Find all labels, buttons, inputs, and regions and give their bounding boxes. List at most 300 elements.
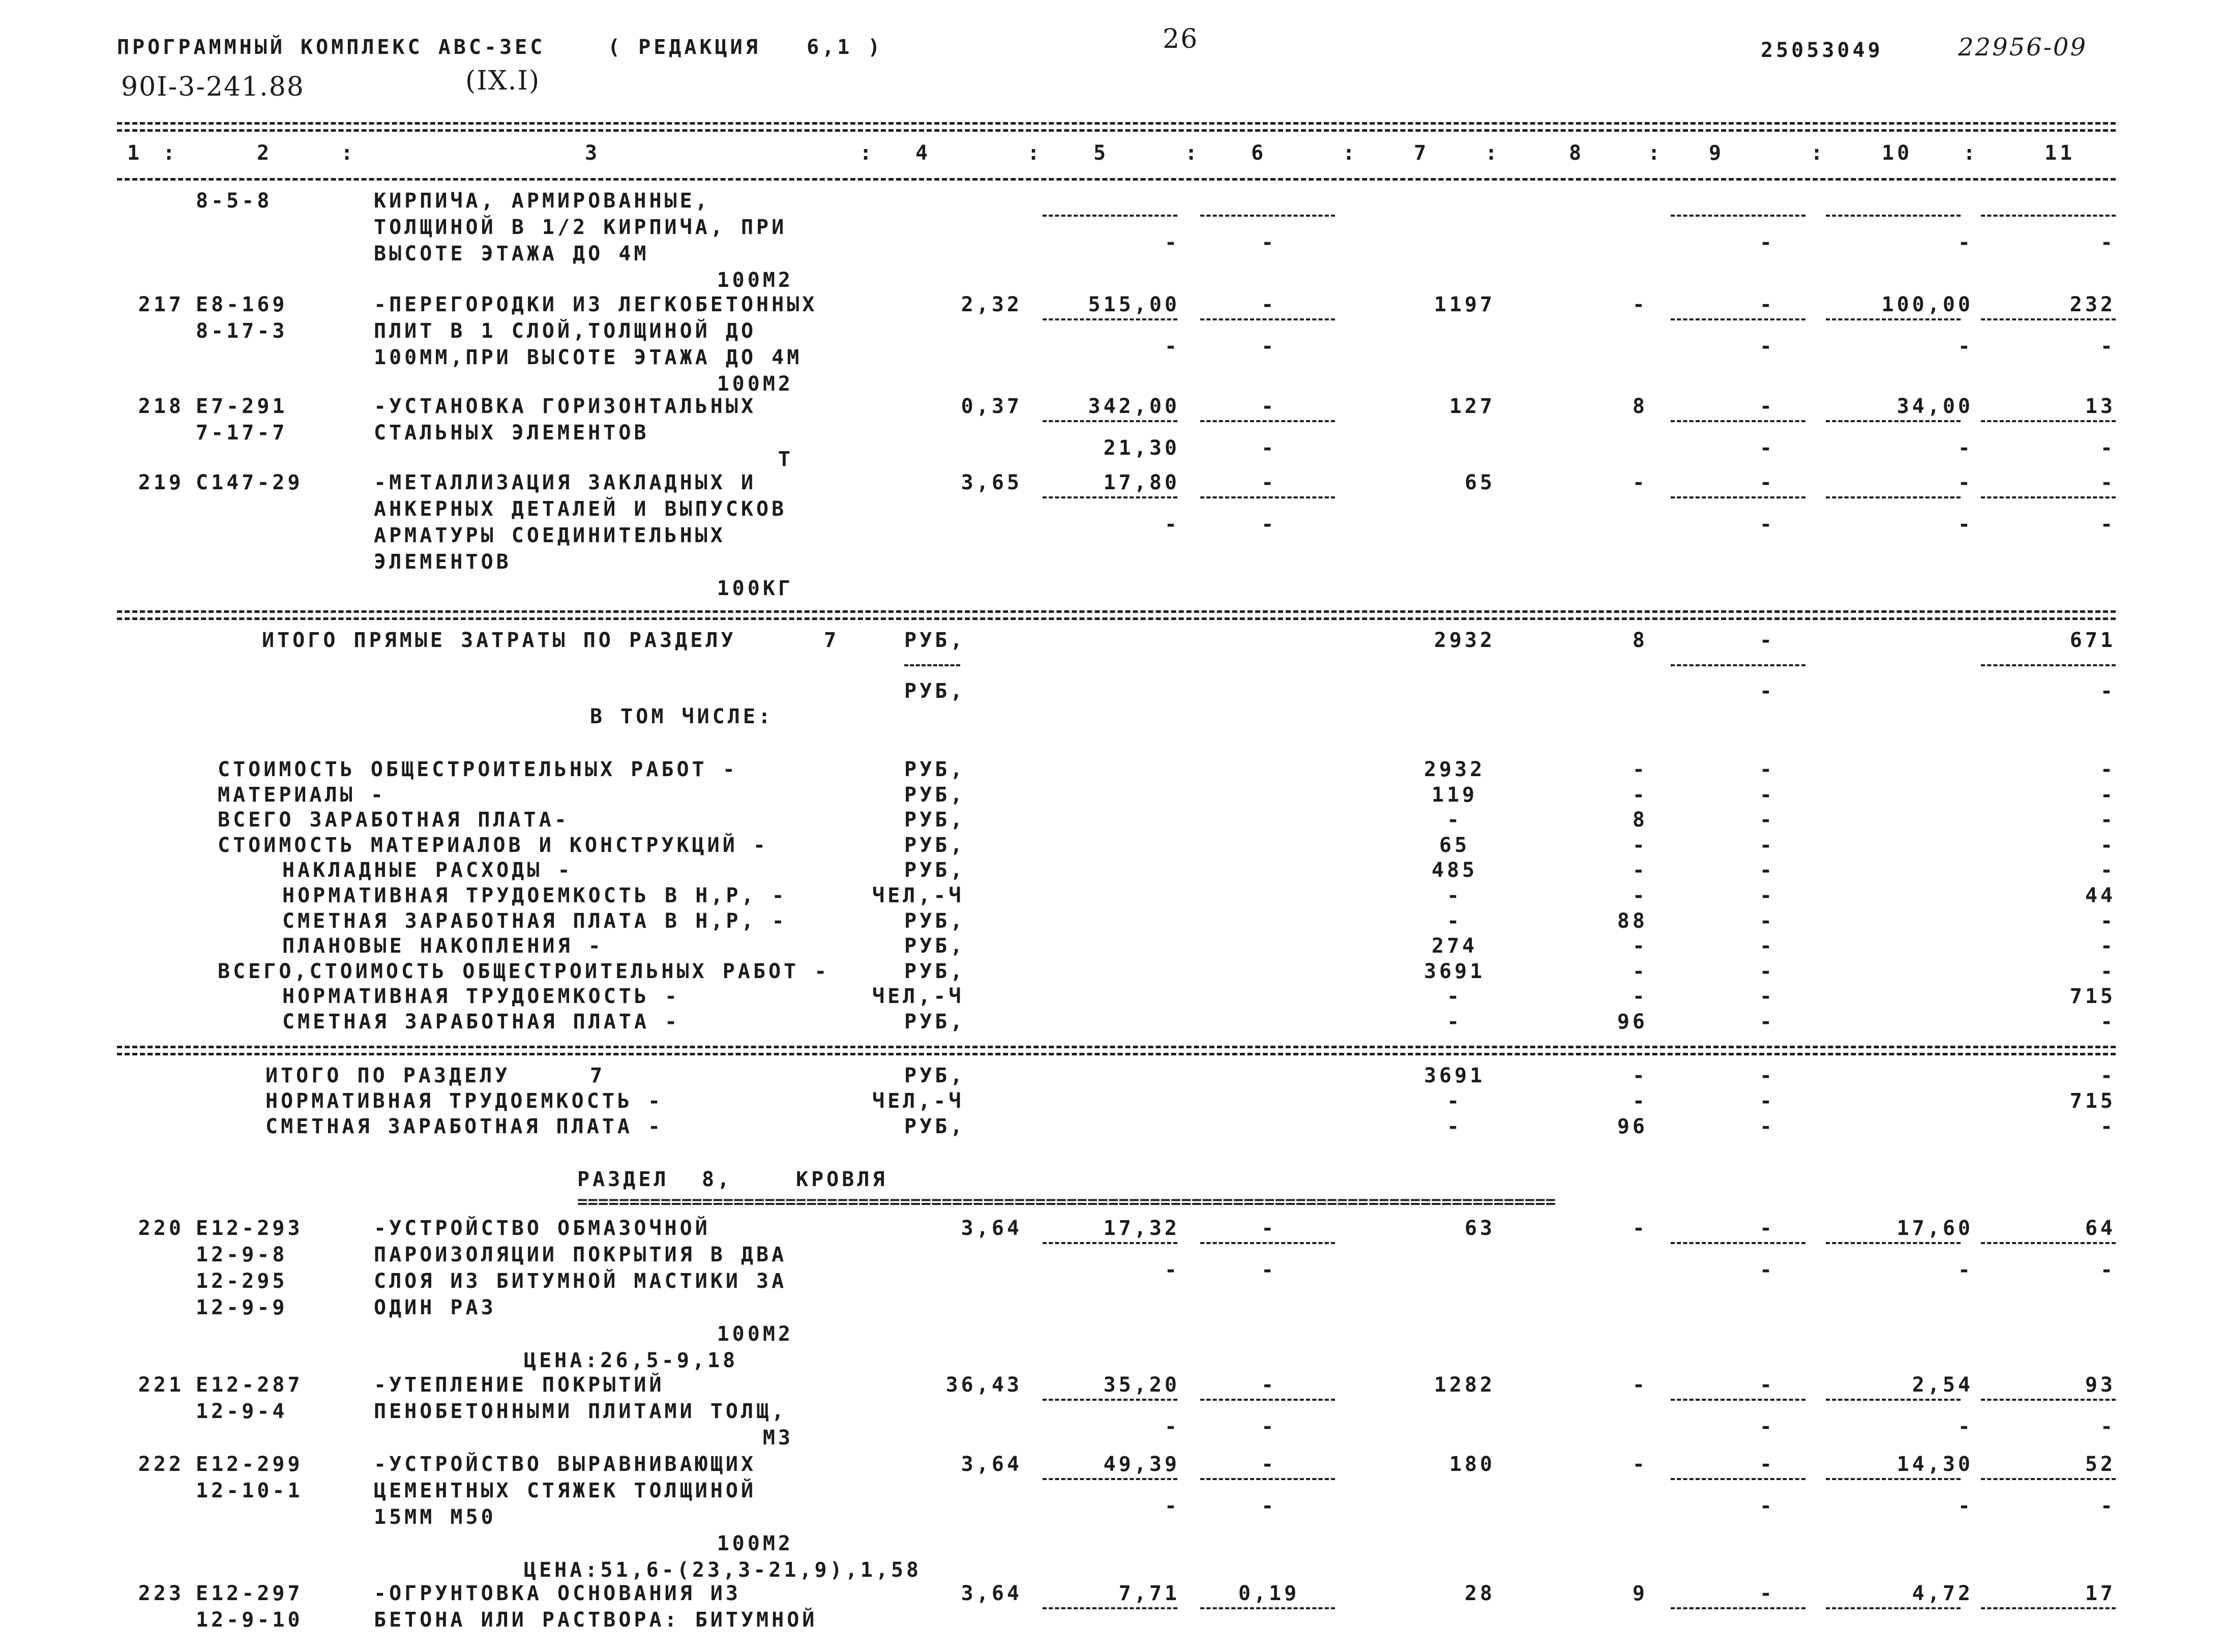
cell-c10b: - [1958, 1258, 1973, 1282]
total-label: СМЕТНАЯ ЗАРАБОТНАЯ ПЛАТА - [265, 1115, 664, 1138]
item-description-line: -УСТАНОВКА ГОРИЗОНТАЛЬНЫХ [374, 395, 757, 418]
column-number: 3 [585, 141, 601, 165]
summary-unit: РУБ, [904, 1010, 966, 1034]
summary-label: ВСЕГО,СТОИМОСТЬ ОБЩЕСТРОИТЕЛЬНЫХ РАБОТ - [218, 959, 830, 983]
cell-c4: 36,43 [945, 1373, 1022, 1397]
cell-c5b: 21,30 [1103, 436, 1180, 460]
cell-rule-c10 [1826, 1607, 1961, 1609]
total-label: НОРМАТИВНАЯ ТРУДОЕМКОСТЬ - [265, 1089, 664, 1113]
item-description-line: ЦЕМЕНТНЫХ СТЯЖЕК ТОЛЩИНОЙ [374, 1479, 757, 1502]
cell-rule-c9 [1671, 1478, 1805, 1480]
cell-c5: 342,00 [1088, 395, 1180, 418]
cell-c6: - [1261, 471, 1277, 494]
summary-unit: ЧЕЛ,-Ч [872, 884, 964, 907]
total-section: 7 [590, 1064, 606, 1087]
cell-c5b: - [1164, 1258, 1180, 1282]
summary-c11: - [2100, 1010, 2116, 1034]
cell-c9b: - [1759, 1494, 1775, 1518]
total-c11: - [2100, 1064, 2116, 1087]
cell-rule-c11 [1981, 318, 2116, 320]
cell-c7: 1282 [1434, 1373, 1495, 1397]
cell-c10b: - [1958, 1415, 1973, 1438]
summary-c9: - [1759, 783, 1775, 807]
cell-c9b: - [1759, 436, 1775, 460]
cell-c9b: - [1759, 231, 1775, 254]
subtotal-unit-rule [904, 664, 960, 666]
summary-c8: - [1632, 783, 1648, 807]
total-unit: РУБ, [904, 1115, 966, 1138]
item-price-note: ЦЕНА:26,5-9,18 [524, 1349, 738, 1372]
cell-c9: - [1759, 471, 1775, 494]
document-number: 22956-09 [1958, 33, 2087, 62]
summary-c9: - [1759, 934, 1775, 958]
cell-rule-c10 [1826, 318, 1961, 320]
cell-rule-c10 [1826, 215, 1961, 217]
cell-c4: 3,64 [961, 1217, 1022, 1240]
cell-c5: 49,39 [1103, 1453, 1180, 1476]
summary-c7: 65 [1439, 833, 1470, 857]
item-description-line: -УСТРОЙСТВО ВЫРАВНИВАЮЩИХ [374, 1453, 757, 1476]
cell-c11: - [2100, 471, 2116, 494]
item-unit: М3 [762, 1426, 793, 1450]
cell-c8: 8 [1632, 395, 1648, 418]
header-top-rule [117, 122, 2116, 125]
summary-label: МАТЕРИАЛЫ - [218, 783, 386, 807]
summary-c11: - [2100, 859, 2116, 882]
subtotal-unit: РУБ, [904, 629, 966, 652]
item-code: 7-17-7 [196, 421, 288, 445]
cell-rule-c5 [1043, 1399, 1177, 1401]
item-number: 220 [138, 1217, 184, 1240]
cell-c7: 28 [1464, 1582, 1495, 1605]
summary-c8: - [1632, 833, 1648, 857]
cell-rule-c11 [1981, 1242, 2116, 1244]
cell-c5b: - [1164, 513, 1180, 536]
item-code: Е12-297 [196, 1582, 303, 1605]
cell-c6: - [1261, 395, 1277, 418]
cell-c11b: - [2100, 1415, 2116, 1438]
item-number: 223 [138, 1582, 184, 1605]
summary-c8: - [1632, 859, 1648, 882]
cell-rule-c11 [1981, 1607, 2116, 1609]
cell-c11: 232 [2069, 293, 2116, 316]
cell-rule-c9 [1671, 1242, 1805, 1244]
total-rule-2 [117, 1053, 2116, 1055]
summary-unit: РУБ, [904, 833, 966, 857]
cell-c8: - [1632, 1217, 1648, 1240]
cell-c6: - [1261, 1453, 1277, 1476]
summary-c8: 8 [1632, 808, 1648, 832]
cell-c6: 0,19 [1238, 1582, 1300, 1605]
cell-c4: 3,65 [961, 471, 1022, 494]
item-unit: 100М2 [717, 1532, 793, 1555]
cell-c9b: - [1759, 1415, 1775, 1438]
item-description-line: ПАРОИЗОЛЯЦИИ ПОКРЫТИЯ В ДВА [374, 1243, 787, 1266]
cell-c9: - [1759, 1453, 1775, 1476]
including-label: В ТОМ ЧИСЛЕ: [590, 705, 774, 728]
cell-c7: 65 [1464, 471, 1495, 494]
item-description-line: ОДИН РАЗ [374, 1296, 496, 1319]
cell-rule-c10 [1826, 1478, 1961, 1480]
cell-rule-c9 [1671, 318, 1805, 320]
revision-label: ( РЕДАКЦИЯ 6,1 ) [608, 36, 883, 59]
item-description-line: -УСТРОЙСТВО ОБМАЗОЧНОЙ [374, 1217, 710, 1240]
cell-rule-c11 [1981, 420, 2116, 422]
cell-c7: 127 [1449, 395, 1495, 418]
cell-c10: 14,30 [1896, 1453, 1973, 1476]
cell-c10b: - [1958, 335, 1973, 358]
cell-c10: 34,00 [1896, 395, 1973, 418]
cell-rule-c5 [1043, 318, 1177, 320]
item-code: 8-17-3 [196, 319, 288, 343]
summary-c9: - [1759, 859, 1775, 882]
header-top-rule-2 [117, 129, 2116, 132]
summary-label: ПЛАНОВЫЕ НАКОПЛЕНИЯ - [282, 934, 604, 958]
item-description-line: ПЛИТ В 1 СЛОЙ,ТОЛЩИНОЙ ДО [374, 319, 757, 343]
item-number: 219 [138, 471, 184, 494]
item-description-line: -ОГРУНТОВКА ОСНОВАНИЯ ИЗ [374, 1582, 741, 1605]
total-c11: 715 [2069, 1089, 2116, 1113]
item-code: С147-29 [196, 471, 303, 494]
summary-c8: - [1632, 758, 1648, 781]
column-separator: : [1343, 141, 1358, 165]
summary-c7: - [1446, 884, 1463, 907]
total-c7: - [1446, 1089, 1463, 1113]
cell-c6b: - [1261, 335, 1277, 358]
cell-rule-c9 [1671, 496, 1805, 498]
cell-c6: - [1261, 1373, 1277, 1397]
cell-c6b: - [1261, 436, 1277, 460]
item-code: Е7-291 [196, 395, 288, 418]
program-title: ПРОГРАММНЫЙ КОМПЛЕКС АВС-3ЕС [117, 36, 546, 59]
cell-c10b: - [1958, 436, 1973, 460]
item-description-line: БЕТОНА ИЛИ РАСТВОРА: БИТУМНОЙ [374, 1608, 818, 1632]
cell-rule-c11 [1981, 1399, 2116, 1401]
summary-c8: - [1632, 959, 1648, 983]
section-title: КРОВЛЯ [796, 1168, 888, 1191]
cell-rule-c5 [1043, 215, 1177, 217]
summary-c8: - [1632, 985, 1648, 1009]
item-code: 12-9-10 [196, 1608, 303, 1632]
item-code: Е12-287 [196, 1373, 303, 1397]
cell-c9: - [1759, 1582, 1775, 1605]
subtotal-c9: - [1759, 629, 1775, 652]
summary-unit: РУБ, [904, 859, 966, 882]
summary-c9: - [1759, 959, 1775, 983]
cell-c10: 100,00 [1881, 293, 1973, 316]
column-number: 9 [1709, 141, 1725, 165]
summary-c9: - [1759, 833, 1775, 857]
cell-c4: 3,64 [961, 1582, 1022, 1605]
total-c11: - [2100, 1115, 2116, 1138]
cell-rule-c11 [1981, 215, 2116, 217]
subtotal-c11b: - [2100, 680, 2116, 703]
cell-c4: 3,64 [961, 1453, 1022, 1476]
cell-c8: - [1632, 471, 1648, 494]
summary-c8: - [1632, 934, 1648, 958]
item-description-line: -МЕТАЛЛИЗАЦИЯ ЗАКЛАДНЫХ И [374, 471, 757, 494]
subtotal-unit-2: РУБ, [904, 680, 966, 703]
item-code: 12-295 [196, 1270, 288, 1293]
summary-c11: - [2100, 833, 2116, 857]
cell-c8: - [1632, 293, 1648, 316]
total-rule [117, 1046, 2116, 1048]
item-unit: 100М2 [717, 372, 793, 396]
summary-c11: - [2100, 783, 2116, 807]
cell-c4: 0,37 [961, 395, 1022, 418]
subtotal-rule [117, 610, 2116, 613]
summary-unit: РУБ, [904, 934, 966, 958]
cell-c5b: - [1164, 1494, 1180, 1518]
total-c8: - [1632, 1089, 1648, 1113]
page-number: 26 [1163, 24, 1199, 54]
summary-c9: - [1759, 985, 1775, 1009]
subtotal-c9b: - [1759, 680, 1775, 703]
column-number: 6 [1251, 141, 1267, 165]
section-word: РАЗДЕЛ [577, 1168, 669, 1191]
cell-c5: 515,00 [1088, 293, 1180, 316]
item-description-line: АРМАТУРЫ СОЕДИНИТЕЛЬНЫХ [374, 524, 726, 547]
cell-rule-c6 [1200, 1399, 1335, 1401]
cell-rule-c6 [1200, 1478, 1335, 1480]
cell-rule-c5 [1043, 1242, 1177, 1244]
cell-c11b: - [2100, 1258, 2116, 1282]
total-c9: - [1759, 1115, 1775, 1138]
cell-c11b: - [2100, 513, 2116, 536]
total-c9: - [1759, 1089, 1775, 1113]
item-unit: 100КГ [717, 577, 793, 600]
column-number: 2 [257, 141, 273, 165]
total-c9: - [1759, 1064, 1775, 1087]
cell-c9: - [1759, 395, 1775, 418]
cell-c10: 2,54 [1912, 1373, 1973, 1397]
cell-rule-c6 [1200, 318, 1335, 320]
summary-c8: 96 [1617, 1010, 1648, 1034]
cell-rule-c10 [1826, 1399, 1961, 1401]
item-description-line: ВЫСОТЕ ЭТАЖА ДО 4М [374, 242, 649, 266]
total-label: ИТОГО ПО РАЗДЕЛУ [265, 1064, 511, 1087]
cell-c11: 17 [2085, 1582, 2116, 1605]
cell-c11b: - [2100, 1494, 2116, 1518]
cell-c9: - [1759, 1373, 1775, 1397]
column-number: 11 [2044, 141, 2076, 165]
total-c7: 3691 [1424, 1064, 1486, 1087]
summary-c8: - [1632, 884, 1648, 907]
summary-label: НОРМАТИВНАЯ ТРУДОЕМКОСТЬ - [282, 985, 680, 1009]
cell-rule-c9 [1671, 215, 1805, 217]
volume-label: (IX.I) [465, 66, 541, 96]
item-description-line: КИРПИЧА, АРМИРОВАННЫЕ, [374, 189, 710, 213]
summary-unit: РУБ, [904, 758, 966, 781]
summary-c7: - [1446, 909, 1463, 933]
summary-c9: - [1759, 884, 1775, 907]
column-separator: : [163, 141, 179, 165]
cell-rule-c11 [1981, 1478, 2116, 1480]
cell-c9b: - [1759, 1258, 1775, 1282]
item-description-line: 15ММ М50 [374, 1506, 496, 1529]
item-price-note: ЦЕНА:51,6-(23,3-21,9),1,58 [524, 1558, 922, 1582]
item-unit: 100М2 [717, 1322, 793, 1346]
cell-c10: 4,72 [1912, 1582, 1973, 1605]
cell-rule-c10 [1826, 1242, 1961, 1244]
summary-c9: - [1759, 1010, 1775, 1034]
cell-rule-c5 [1043, 1607, 1177, 1609]
summary-unit: РУБ, [904, 959, 966, 983]
project-series: 90I-3-241.88 [121, 72, 305, 102]
column-number: 7 [1414, 141, 1430, 165]
cell-c11b: - [2100, 436, 2116, 460]
column-separator: : [1485, 141, 1501, 165]
summary-c11: - [2100, 934, 2116, 958]
item-number: 221 [138, 1373, 184, 1397]
subtotal-c7: 2932 [1434, 629, 1495, 652]
summary-c11: - [2100, 959, 2116, 983]
cell-c5: 17,32 [1103, 1217, 1180, 1240]
summary-c7: - [1446, 985, 1463, 1009]
summary-c7: 274 [1431, 934, 1478, 958]
column-number: 1 [127, 141, 143, 165]
cell-rule-c6 [1200, 420, 1335, 422]
column-separator: : [1648, 141, 1664, 165]
summary-c7: 2932 [1424, 758, 1486, 781]
summary-c11: - [2100, 808, 2116, 832]
subtotal-label: ИТОГО ПРЯМЫЕ ЗАТРАТЫ ПО РАЗДЕЛУ [262, 629, 736, 652]
cell-rule-c11 [1981, 496, 2116, 498]
item-code: 12-9-8 [196, 1243, 288, 1266]
summary-c7: 3691 [1424, 959, 1486, 983]
column-separator: : [1811, 141, 1826, 165]
cell-c10: 17,60 [1896, 1217, 1973, 1240]
item-code: 12-9-9 [196, 1296, 288, 1319]
cell-c6b: - [1261, 1415, 1277, 1438]
cell-c10b: - [1958, 231, 1973, 254]
summary-label: СМЕТНАЯ ЗАРАБОТНАЯ ПЛАТА В Н,Р, - [282, 909, 787, 933]
cell-c8: - [1632, 1453, 1648, 1476]
cell-rule-c9 [1671, 1399, 1805, 1401]
item-description-line: -ПЕРЕГОРОДКИ ИЗ ЛЕГКОБЕТОННЫХ [374, 293, 818, 316]
column-separator: : [1963, 141, 1979, 165]
summary-label: СМЕТНАЯ ЗАРАБОТНАЯ ПЛАТА - [282, 1010, 680, 1034]
total-unit: ЧЕЛ,-Ч [872, 1089, 964, 1113]
cell-rule-c5 [1043, 1478, 1177, 1480]
summary-unit: РУБ, [904, 808, 966, 832]
cell-c9b: - [1759, 513, 1775, 536]
item-description-line: АНКЕРНЫХ ДЕТАЛЕЙ И ВЫПУСКОВ [374, 497, 787, 521]
cell-c11b: - [2100, 335, 2116, 358]
column-number: 4 [915, 141, 931, 165]
column-separator: : [1027, 141, 1043, 165]
summary-label: ВСЕГО ЗАРАБОТНАЯ ПЛАТА- [218, 808, 570, 832]
column-number: 8 [1569, 141, 1585, 165]
section-title-underline: ============================================================================================== [577, 1192, 1556, 1212]
item-code: Е12-293 [196, 1217, 303, 1240]
item-code: 8-5-8 [196, 189, 273, 213]
column-number: 10 [1882, 141, 1913, 165]
summary-unit: РУБ, [904, 783, 966, 807]
item-number: 217 [138, 293, 184, 316]
cell-rule-c5 [1043, 420, 1177, 422]
summary-label: НОРМАТИВНАЯ ТРУДОЕМКОСТЬ В Н,Р, - [282, 884, 787, 907]
cell-c7: 63 [1464, 1217, 1495, 1240]
cell-c11: 64 [2085, 1217, 2116, 1240]
column-separator: : [341, 141, 357, 165]
item-description-line: 100ММ,ПРИ ВЫСОТЕ ЭТАЖА ДО 4М [374, 346, 803, 369]
cell-c6: - [1261, 293, 1277, 316]
cell-c6: - [1261, 1217, 1277, 1240]
summary-c11: - [2100, 758, 2116, 781]
cell-c8: - [1632, 1373, 1648, 1397]
cell-rule-c5 [1043, 496, 1177, 498]
cell-c8: 9 [1632, 1582, 1648, 1605]
subtotal-c8: 8 [1632, 629, 1648, 652]
summary-c11: 715 [2069, 985, 2116, 1009]
summary-label: СТОИМОСТЬ ОБЩЕСТРОИТЕЛЬНЫХ РАБОТ - [218, 758, 738, 781]
cell-c7: 180 [1449, 1453, 1495, 1476]
total-unit: РУБ, [904, 1064, 966, 1087]
summary-c9: - [1759, 808, 1775, 832]
item-description-line: ТОЛЩИНОЙ В 1/2 КИРПИЧА, ПРИ [374, 216, 787, 239]
cell-c5: 7,71 [1118, 1582, 1180, 1605]
cell-c5b: - [1164, 1415, 1180, 1438]
item-code: Е12-299 [196, 1453, 303, 1476]
cell-c9: - [1759, 293, 1775, 316]
header-bottom-rule [117, 178, 2116, 181]
cell-rule-c6 [1200, 1242, 1335, 1244]
item-unit: 100М2 [717, 269, 793, 292]
item-description-line: ЭЛЕМЕНТОВ [374, 550, 512, 574]
cell-rule-c9 [1671, 420, 1805, 422]
cell-c5: 17,80 [1103, 471, 1180, 494]
summary-unit: РУБ, [904, 909, 966, 933]
subtotal-section: 7 [824, 629, 840, 652]
cell-c10: - [1958, 471, 1973, 494]
cell-c7: 1197 [1434, 293, 1495, 316]
cell-c10b: - [1958, 1494, 1973, 1518]
summary-unit: ЧЕЛ,-Ч [872, 985, 964, 1009]
cell-c9b: - [1759, 335, 1775, 358]
subtotal-c9-rule [1671, 664, 1805, 666]
cell-c9: - [1759, 1217, 1775, 1240]
item-code: 12-10-1 [196, 1479, 303, 1502]
subtotal-rule-2 [117, 617, 2116, 620]
item-number: 218 [138, 395, 184, 418]
cell-c4: 2,32 [961, 293, 1022, 316]
cell-c6b: - [1261, 513, 1277, 536]
summary-c8: 88 [1617, 909, 1648, 933]
total-c7: - [1446, 1115, 1463, 1138]
cell-rule-c6 [1200, 1607, 1335, 1609]
item-number: 222 [138, 1453, 184, 1476]
cell-c5b: - [1164, 335, 1180, 358]
cell-rule-c10 [1826, 420, 1961, 422]
summary-c7: 485 [1431, 859, 1478, 882]
cell-c5b: - [1164, 231, 1180, 254]
cell-rule-c6 [1200, 215, 1335, 217]
summary-c11: 44 [2085, 884, 2116, 907]
item-code: 12-9-4 [196, 1400, 288, 1423]
cell-c11: 52 [2085, 1453, 2116, 1476]
subtotal-c11-rule [1981, 664, 2116, 666]
cell-c6b: - [1261, 1494, 1277, 1518]
subtotal-c11: 671 [2069, 629, 2116, 652]
cell-c6b: - [1261, 231, 1277, 254]
summary-c9: - [1759, 758, 1775, 781]
column-separator: : [859, 141, 875, 165]
item-code: Е8-169 [196, 293, 288, 316]
cell-c6b: - [1261, 1258, 1277, 1282]
cell-rule-c10 [1826, 496, 1961, 498]
item-description-line: ПЕНОБЕТОННЫМИ ПЛИТАМИ ТОЛЩ, [374, 1400, 787, 1423]
